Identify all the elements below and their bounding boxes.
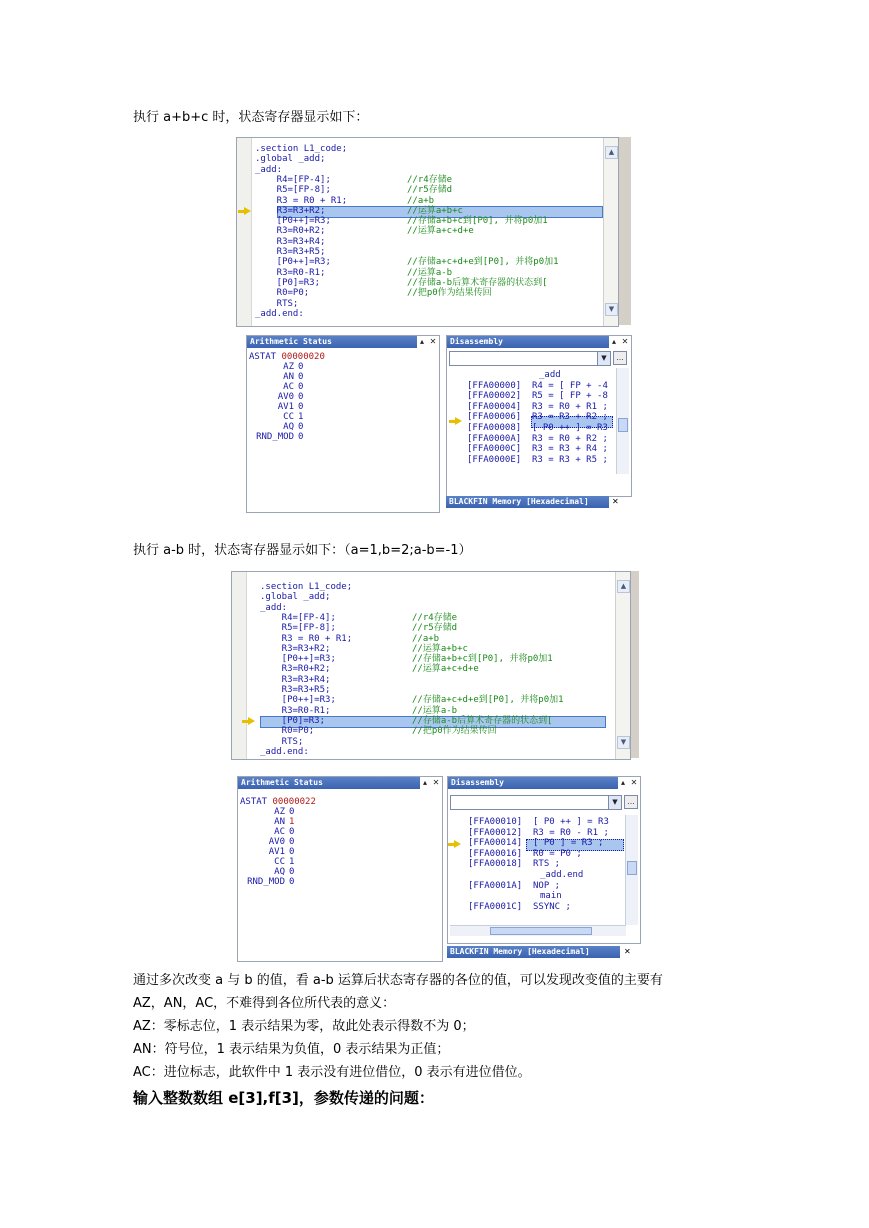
instruction-address[interactable]: [FFA0000C]	[467, 444, 522, 455]
code-line[interactable]: RTS;	[255, 298, 299, 309]
instruction-text[interactable]: R3 = R0 - R1 ;	[533, 827, 609, 838]
code-line[interactable]: R3=R0+R2;	[255, 226, 326, 237]
address-dropdown[interactable]	[449, 351, 611, 366]
code-comment: //r5存储d	[412, 623, 458, 634]
status-flag-row	[240, 857, 300, 867]
code-line[interactable]: _add.end:	[255, 308, 304, 319]
status-flag-row	[249, 422, 309, 432]
scroll-up-icon[interactable]: ▲	[605, 146, 618, 159]
flag-value: 0	[298, 422, 304, 432]
panel-title: Disassembly	[447, 336, 609, 348]
flag-value: 0	[289, 867, 295, 877]
editor-gutter	[237, 138, 252, 326]
status-flag-row	[249, 412, 309, 422]
browse-button[interactable]: …	[624, 795, 638, 809]
disasm-hscrollbar[interactable]	[450, 925, 626, 936]
status-flag-row	[249, 362, 309, 372]
flag-value: 1	[289, 857, 295, 867]
flag-name: AV0	[268, 837, 285, 847]
status-flag-row	[240, 827, 300, 837]
code-line[interactable]: .section L1_code;	[260, 582, 353, 592]
code-comment: //存储a-b后算术寄存器的状态到[	[412, 715, 553, 726]
code-comment: //r5存储d	[407, 185, 453, 196]
code-line[interactable]: R5=[FP-8];	[255, 185, 331, 196]
instruction-text[interactable]: R3 = R0 + R1 ;	[532, 401, 608, 412]
memory-window-title: BLACKFIN Memory [Hexadecimal]	[446, 496, 609, 508]
code-line[interactable]: .section L1_code;	[255, 144, 348, 154]
execution-pointer-icon	[454, 840, 461, 848]
code-line[interactable]: R3=R3+R4;	[255, 236, 326, 247]
close-icon[interactable]: ✕	[621, 337, 629, 346]
status-flag-row	[249, 372, 309, 382]
close-icon[interactable]: ✕	[630, 778, 638, 787]
code-editor-2[interactable]	[231, 571, 631, 760]
status-flag-row	[240, 817, 300, 827]
status-flag-row	[240, 837, 300, 847]
window-frame	[619, 137, 631, 325]
symbol-label[interactable]: _add	[539, 370, 561, 380]
astat-value: 00000022	[272, 797, 316, 807]
code-comment: //运算a+c+d+e	[407, 226, 474, 237]
code-line[interactable]: R3=R3+R5;	[260, 685, 331, 695]
instruction-address[interactable]: [FFA00018]	[468, 859, 523, 870]
flag-name: AN	[283, 372, 294, 382]
code-line[interactable]: [P0++]=R3;	[260, 695, 336, 706]
code-line[interactable]: [P0]=R3;	[260, 715, 326, 726]
instruction-text[interactable]: SSYNC ;	[533, 901, 571, 912]
code-line[interactable]: R3=R3+R5;	[255, 247, 326, 257]
status-flag-row	[249, 432, 309, 442]
flag-value: 0	[289, 847, 295, 857]
code-comment: //把p0作为结果传回	[412, 726, 497, 737]
flag-name: AC	[274, 827, 285, 837]
flag-value: 0	[298, 372, 304, 382]
paragraph-az: AZ：零标志位，1 表示结果为零，故此处表示得数不为 0；	[133, 1019, 475, 1034]
panel-title: Disassembly	[448, 777, 618, 789]
pin-icon[interactable]: ▴	[422, 778, 427, 787]
flag-value: 1	[298, 412, 304, 422]
flag-value: 0	[298, 392, 304, 402]
scroll-down-icon[interactable]: ▼	[617, 736, 630, 749]
flag-name: AC	[283, 382, 294, 392]
flag-name: RND_MOD	[256, 432, 294, 442]
code-comment: //存储a+c+d+e到[P0], 并将p0加1	[412, 695, 564, 706]
code-line[interactable]: RTS;	[260, 736, 304, 747]
paragraph-3a: 通过多次改变 a 与 b 的值，看 a-b 运算后状态寄存器的各位的值，可以发现改变值的主要有	[133, 973, 663, 988]
code-line[interactable]: [P0++]=R3;	[255, 257, 331, 268]
close-icon[interactable]: ✕	[624, 947, 631, 956]
symbol-label[interactable]: _add.end	[540, 870, 584, 880]
code-line[interactable]: R3 = R0 + R1;	[260, 633, 353, 644]
code-comment: //r4存储e	[412, 612, 458, 623]
code-line[interactable]: R3=R0-R1;	[255, 267, 326, 278]
flag-name: CC	[274, 857, 285, 867]
code-line[interactable]: R3=R0+R2;	[260, 664, 331, 675]
code-comment: //运算a+b+c	[412, 643, 468, 654]
code-comment: //存储a+b+c到[P0], 并将p0加1	[412, 654, 553, 665]
code-line[interactable]: R4=[FP-4];	[255, 174, 331, 185]
close-icon[interactable]: ✕	[432, 778, 440, 787]
scroll-up-icon[interactable]: ▲	[617, 580, 630, 593]
code-comment: //把p0作为结果传回	[407, 288, 492, 299]
window-frame	[631, 571, 639, 758]
editor-scrollbar[interactable]	[615, 572, 630, 759]
instruction-text[interactable]: R3 = R3 + R2 ;	[532, 412, 608, 423]
code-line[interactable]: R5=[FP-8];	[260, 623, 336, 634]
code-line[interactable]: _add.end:	[260, 746, 309, 757]
flag-value: 0	[289, 827, 295, 837]
flag-name: AZ	[283, 362, 294, 372]
code-line[interactable]: R0=P0;	[260, 726, 315, 737]
instruction-text[interactable]: R3 = R3 + R4 ;	[532, 444, 608, 455]
code-comment: //运算a-b	[412, 705, 458, 716]
instruction-text[interactable]: [ P0 ++ ] = R3	[533, 817, 609, 827]
astat-register	[249, 352, 325, 362]
instruction-address[interactable]: [FFA0001A]	[468, 880, 523, 891]
status-flag-row	[249, 392, 309, 402]
code-comment: //存储a+b+c到[P0], 并将p0加1	[407, 216, 548, 227]
browse-button[interactable]: …	[613, 351, 627, 365]
flag-name: RND_MOD	[247, 877, 285, 887]
instruction-address[interactable]: [FFA00006]	[467, 412, 522, 423]
code-line[interactable]: .global _add;	[255, 154, 326, 165]
instruction-text[interactable]: [ P0 ] = R3 ;	[533, 838, 604, 849]
code-line[interactable]: [P0++]=R3;	[255, 216, 331, 227]
scroll-down-icon[interactable]: ▼	[605, 303, 618, 316]
flag-value: 1	[289, 817, 295, 827]
code-comment: //运算a+b+c	[407, 205, 463, 216]
panel-title: Arithmetic Status	[247, 336, 417, 348]
code-line[interactable]: R3 = R0 + R1;	[255, 195, 348, 206]
code-comment: //运算a+c+d+e	[412, 664, 479, 675]
flag-value: 0	[289, 877, 295, 887]
code-line[interactable]: .global _add;	[260, 592, 331, 603]
code-comment: //存储a+c+d+e到[P0], 并将p0加1	[407, 257, 559, 268]
code-line[interactable]: R3=R0-R1;	[260, 705, 331, 716]
instruction-address[interactable]: [FFA00010]	[468, 817, 523, 827]
instruction-address[interactable]: [FFA0001C]	[468, 901, 523, 912]
editor-gutter	[232, 572, 247, 759]
code-line[interactable]: [P0]=R3;	[255, 277, 321, 288]
execution-pointer-icon	[455, 417, 462, 425]
code-comment: //r4存储e	[407, 174, 453, 185]
instruction-address[interactable]: [FFA00012]	[468, 827, 523, 838]
status-flag-row	[240, 877, 300, 887]
flag-name: CC	[283, 412, 294, 422]
instruction-address[interactable]: [FFA0000A]	[467, 433, 522, 444]
flag-value: 0	[289, 807, 295, 817]
code-line[interactable]: R3=R3+R2;	[255, 205, 326, 216]
pin-icon[interactable]: ▴	[419, 337, 424, 346]
arithmetic-status-panel-1[interactable]	[246, 335, 440, 513]
instruction-address[interactable]: [FFA00008]	[467, 423, 522, 433]
execution-pointer-icon	[244, 207, 251, 215]
paragraph-ac: AC：进位标志，此软件中 1 表示没有进位借位，0 表示有进位借位。	[133, 1065, 531, 1080]
instruction-address[interactable]: [FFA00014]	[468, 838, 523, 849]
astat-value: 00000020	[281, 352, 325, 362]
code-editor-1[interactable]	[236, 137, 619, 327]
code-line[interactable]: R3=R3+R2;	[260, 643, 331, 654]
astat-label: ASTAT	[249, 352, 277, 362]
disassembly-panel-2[interactable]	[447, 776, 641, 944]
flag-name: AV1	[268, 847, 285, 857]
arithmetic-status-panel-2[interactable]	[237, 776, 443, 962]
status-flag-row	[249, 402, 309, 412]
paragraph-3b: AZ，AN，AC，不难得到各位所代表的意义：	[133, 996, 396, 1011]
flag-value: 0	[298, 432, 304, 442]
instruction-text[interactable]: RTS ;	[533, 859, 561, 870]
code-line[interactable]: R3=R3+R4;	[260, 674, 331, 685]
chevron-down-icon[interactable]: ▼	[608, 796, 621, 809]
instruction-text[interactable]: NOP ;	[533, 880, 561, 891]
close-icon[interactable]: ✕	[429, 337, 437, 346]
flag-name: AQ	[283, 422, 294, 432]
disasm-scrollbar[interactable]	[625, 815, 638, 925]
memory-window-title: BLACKFIN Memory [Hexadecimal]	[447, 946, 620, 958]
code-comment: //运算a-b	[407, 267, 453, 278]
editor-scrollbar[interactable]	[603, 138, 618, 326]
chevron-down-icon[interactable]: ▼	[597, 352, 610, 365]
instruction-text[interactable]: R3 = R0 + R2 ;	[532, 433, 608, 444]
code-comment: //存储a-b后算术寄存器的状态到[	[407, 277, 548, 288]
astat-register	[240, 797, 316, 807]
flag-value: 0	[298, 382, 304, 392]
instruction-text[interactable]: R4 = [ FP + -4	[532, 380, 608, 391]
paragraph-2: 执行 a-b 时，状态寄存器显示如下：（a=1,b=2;a-b=-1）	[133, 543, 472, 558]
flag-name: AN	[274, 817, 285, 827]
panel-title: Arithmetic Status	[238, 777, 420, 789]
status-flag-row	[249, 382, 309, 392]
instruction-address[interactable]: [FFA00002]	[467, 391, 522, 402]
flag-value: 0	[289, 837, 295, 847]
instruction-address[interactable]: [FFA00000]	[467, 380, 522, 391]
flag-value: 0	[298, 402, 304, 412]
flag-name: AV1	[277, 402, 294, 412]
instruction-address[interactable]: [FFA00004]	[467, 401, 522, 412]
instruction-text[interactable]: R5 = [ FP + -8	[532, 391, 608, 402]
flag-name: AQ	[274, 867, 285, 877]
status-flag-row	[240, 847, 300, 857]
instruction-text[interactable]: [ P0 ++ ] = R3	[532, 423, 608, 433]
close-icon[interactable]: ✕	[612, 497, 619, 506]
section-heading: 输入整数数组 e[3],f[3]，参数传递的问题：	[133, 1089, 434, 1107]
code-line[interactable]: [P0++]=R3;	[260, 654, 336, 665]
instruction-text[interactable]: R3 = R3 + R5 ;	[532, 454, 608, 465]
code-line[interactable]: _add:	[260, 602, 288, 613]
flag-value: 0	[298, 362, 304, 372]
status-flag-row	[240, 867, 300, 877]
paragraph-an: AN：符号位，1 表示结果为负值，0 表示结果为正值；	[133, 1042, 450, 1057]
disasm-scrollbar[interactable]	[616, 368, 629, 474]
disassembly-panel-1[interactable]	[446, 335, 632, 497]
code-line[interactable]: _add:	[255, 164, 283, 175]
code-comment: //a+b	[407, 195, 435, 206]
symbol-label[interactable]: main	[540, 891, 562, 902]
astat-label: ASTAT	[240, 797, 268, 807]
code-line[interactable]: R4=[FP-4];	[260, 612, 336, 623]
paragraph-1: 执行 a+b+c 时，状态寄存器显示如下：	[133, 110, 369, 125]
pin-icon[interactable]: ▴	[611, 337, 616, 346]
status-flag-row	[240, 807, 300, 817]
flag-name: AV0	[277, 392, 294, 402]
code-comment: //a+b	[412, 633, 440, 644]
pin-icon[interactable]: ▴	[620, 778, 625, 787]
address-dropdown[interactable]	[450, 795, 622, 810]
execution-pointer-icon	[248, 717, 255, 725]
instruction-text[interactable]: R0 = P0 ;	[533, 848, 582, 859]
code-line[interactable]: R0=P0;	[255, 288, 310, 299]
instruction-address[interactable]: [FFA00016]	[468, 848, 523, 859]
flag-name: AZ	[274, 807, 285, 817]
instruction-address[interactable]: [FFA0000E]	[467, 454, 522, 465]
